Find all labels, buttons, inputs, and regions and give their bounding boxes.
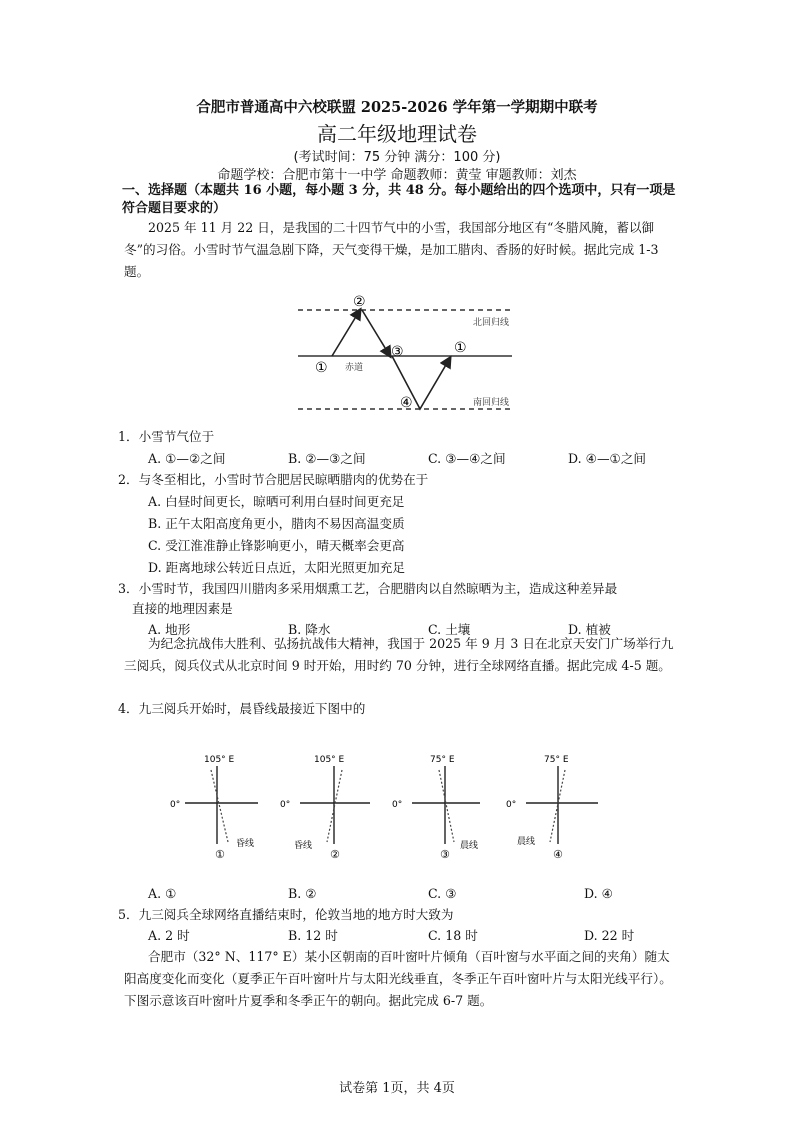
passage-1: 2025 年 11 月 22 日，是我国的二十四节气中的小雪，我国部分地区有“冬腊风腌，蓄以御冬”的习俗。小雪时节气温急剧下降，天气变得干燥，是加工腊肉、香肠的好时候。据此完成 1-3 题。: [124, 220, 659, 279]
marker-2: ②: [353, 294, 366, 310]
svg-text:③: ③: [440, 848, 450, 861]
q5-option-b[interactable]: B. 12 时: [288, 928, 338, 943]
sun-migration-diagram: [290, 290, 520, 420]
q3-option-c[interactable]: C. 土壤: [428, 622, 471, 637]
q4-option-a[interactable]: A. ①: [148, 886, 177, 901]
section-heading: 一、选择题（本题共 16 小题，每小题 3 分，共 48 分。每小题给出的四个选项中，只有一项是符合题目要求的）: [122, 183, 676, 216]
north-tropic-label: 北回归线: [473, 318, 510, 328]
q1-option-a[interactable]: A. ①—②之间: [148, 451, 226, 466]
svg-text:②: ②: [330, 848, 340, 861]
svg-text:①: ①: [215, 848, 225, 861]
exam-title: 合肥市普通高中六校联盟 2025-2026 学年第一学期期中联考: [196, 99, 598, 116]
q2-option-c[interactable]: C. 受江淮准静止锋影响更小，晴天概率会更高: [148, 538, 405, 553]
equator-label: 赤道: [345, 363, 364, 373]
marker-1: ①: [315, 360, 328, 376]
svg-text:105° E: 105° E: [314, 755, 345, 765]
svg-text:75° E: 75° E: [430, 755, 455, 765]
path-segment-2-3: [362, 310, 390, 356]
q3-option-a[interactable]: A. 地形: [148, 622, 191, 637]
marker-4: ④: [400, 395, 413, 411]
question-5-options: [148, 925, 688, 947]
q4-option-d[interactable]: D. ④: [584, 886, 613, 901]
q4-option-c[interactable]: C. ③: [428, 886, 457, 901]
svg-text:0°: 0°: [280, 800, 291, 810]
marker-3: ③: [391, 344, 404, 360]
q1-option-d[interactable]: D. ④—①之间: [568, 451, 647, 466]
terminator-diagram-1: [170, 755, 258, 861]
svg-text:0°: 0°: [506, 800, 517, 810]
q5-option-c[interactable]: C. 18 时: [428, 928, 478, 943]
question-1-stem: 1．小雪节气位于: [118, 429, 215, 444]
marker-1b: ①: [454, 340, 467, 356]
q1-option-c[interactable]: C. ③—④之间: [428, 451, 506, 466]
dusk-label-1: 昏线: [236, 839, 255, 849]
svg-text:105° E: 105° E: [204, 755, 235, 765]
q3-option-b[interactable]: B. 降水: [288, 622, 331, 637]
q5-option-a[interactable]: A. 2 时: [148, 928, 190, 943]
south-tropic-label: 南回归线: [473, 398, 510, 408]
question-3-stem-line2: 直接的地理因素是: [132, 601, 233, 616]
q1-option-b[interactable]: B. ②—③之间: [288, 451, 366, 466]
q5-option-d[interactable]: D. 22 时: [584, 928, 635, 943]
path-segment-1-2: [332, 310, 360, 356]
terminator-diagram-2: [280, 755, 370, 861]
terminator-diagrams: [160, 748, 610, 866]
question-5-stem: 5．九三阅兵全球网络直播结束时，伦敦当地的地方时大致为: [118, 907, 454, 922]
q2-option-a[interactable]: A. 白昼时间更长，晾晒可利用白昼时间更充足: [148, 494, 405, 509]
terminator-diagram-3: [392, 755, 480, 861]
svg-text:0°: 0°: [170, 800, 181, 810]
question-3-stem-line1: 3．小雪时节，我国四川腊肉多采用烟熏工艺，合肥腊肉以自然晾晒为主，造成这种差异最: [118, 581, 618, 596]
exam-makers: 命题学校：合肥市第十一中学 命题教师：黄莹 审题教师：刘杰: [217, 168, 577, 183]
q4-option-b[interactable]: B. ②: [288, 886, 317, 901]
svg-text:④: ④: [553, 848, 563, 861]
question-4-stem: 4．九三阅兵开始时，晨昏线最接近下图中的: [118, 701, 366, 716]
terminator-diagram-4: [506, 755, 598, 861]
q3-option-d[interactable]: D. 植被: [568, 622, 611, 637]
q2-option-d[interactable]: D. 距离地球公转近日点近，太阳光照更加充足: [148, 560, 405, 575]
exam-time-info: (考试时间：75 分钟 满分：100 分): [293, 150, 501, 165]
passage-3: 合肥市（32° N、117° E）某小区朝南的百叶窗叶片倾角（百叶窗与水平面之间的夹角）随太阳高度变化而变化（夏季正午百叶窗叶片与太阳光线垂直，冬季正午百叶窗叶片与太阳光线平行）。下图示意该百叶窗叶片夏季和冬季正午的朝向。据此完成 6-7 题。: [124, 949, 672, 1008]
question-2-stem: 2．与冬至相比，小雪时节合肥居民晾晒腊肉的优势在于: [118, 472, 429, 487]
dawn-label-3: 晨线: [460, 841, 479, 851]
page-footer: 试卷第 1页，共 4页: [339, 1081, 455, 1096]
exam-subtitle: 高二年级地理试卷: [317, 122, 477, 146]
question-1-options: [148, 448, 688, 470]
passage-2: 为纪念抗战伟大胜利、弘扬抗战伟大精神，我国于 2025 年 9 月 3 日在北京天安门广场举行九三阅兵，阅兵仪式从北京时间 9 时开始，用时约 70 分钟，进行全球网络直播。据此完成 4-5 题。: [124, 636, 674, 673]
question-4-options: [148, 883, 688, 905]
dusk-label-2: 昏线: [294, 841, 313, 851]
dawn-label-4: 晨线: [517, 837, 536, 847]
svg-text:75° E: 75° E: [544, 755, 569, 765]
svg-text:0°: 0°: [392, 800, 403, 810]
q2-option-b[interactable]: B. 正午太阳高度角更小，腊肉不易因高温变质: [148, 516, 405, 531]
